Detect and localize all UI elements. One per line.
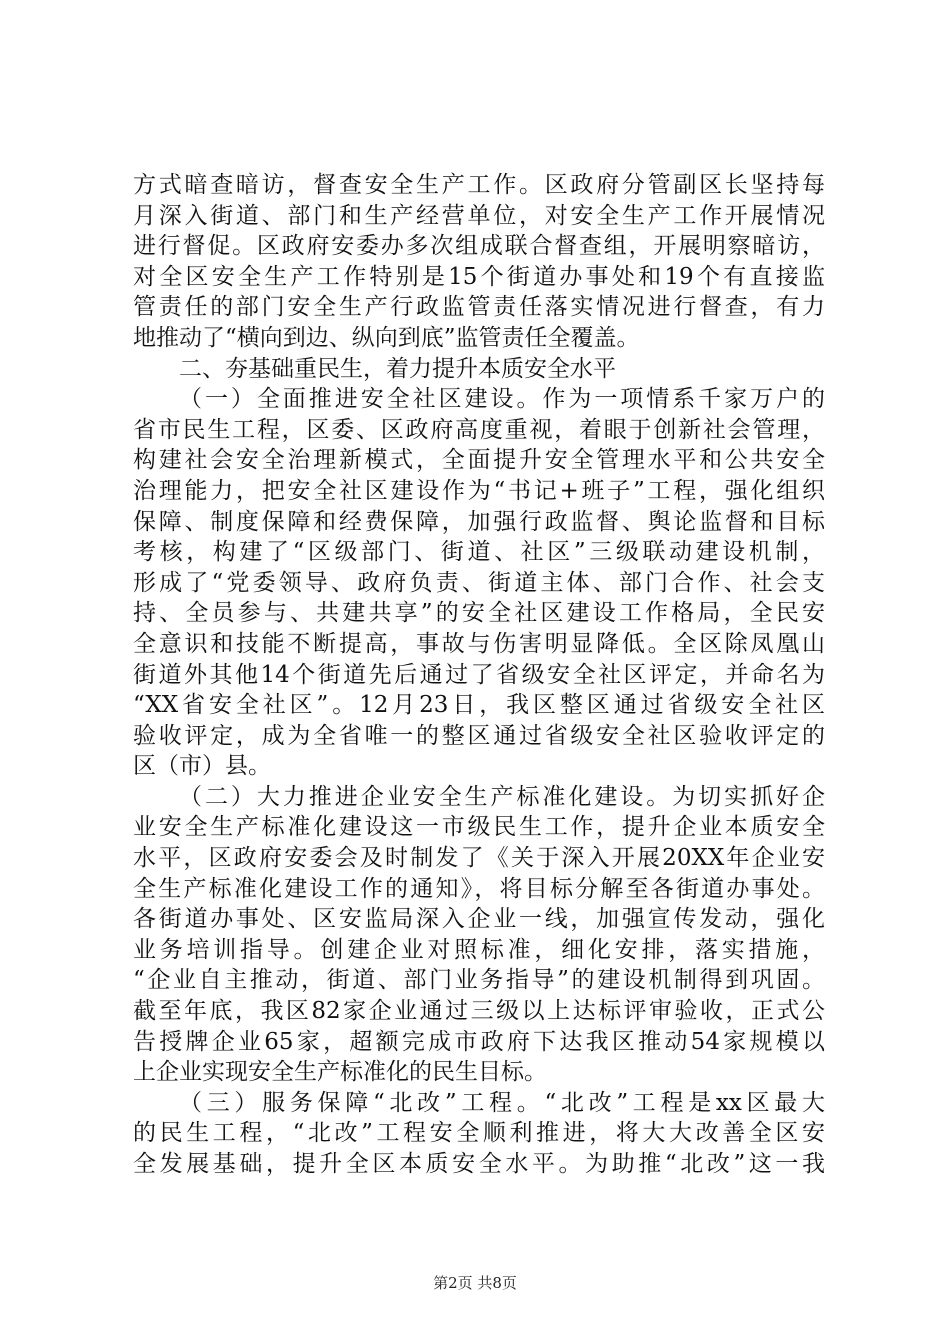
text-line: 考核，构建了“区级部门、街道、社区”三级联动建设机制， xyxy=(133,539,825,566)
text-line: 省市民生工程，区委、区政府高度重视，着眼于创新社会管理， xyxy=(133,416,825,443)
text-line: 管责任的部门安全生产行政监管责任落实情况进行督查，有力 xyxy=(133,294,825,321)
text-line: 区（市）县。 xyxy=(133,753,271,780)
text-line: 月深入街道、部门和生产经营单位，对安全生产工作开展情况 xyxy=(133,202,825,229)
text-line: “XX省安全社区”。12月23日，我区整区通过省级安全社区 xyxy=(133,692,825,719)
text-line: 截至年底，我区82家企业通过三级以上达标评审验收，正式公 xyxy=(133,998,825,1025)
text-line: 对全区安全生产工作特别是15个街道办事处和19个有直接监 xyxy=(133,263,825,290)
text-line: （二）大力推进企业安全生产标准化建设。为切实抓好企 xyxy=(179,783,825,810)
body-text xyxy=(133,170,825,1180)
text-line: 形成了“党委领导、政府负责、街道主体、部门合作、社会支 xyxy=(133,569,825,596)
text-line: 街道外其他14个街道先后通过了省级安全社区评定，并命名为 xyxy=(133,661,825,688)
text-line: 全生产标准化建设工作的通知》，将目标分解至各街道办事处。 xyxy=(133,875,825,902)
text-line: 各街道办事处、区安监局深入企业一线，加强宣传发动，强化 xyxy=(133,906,825,933)
text-line: 地推动了“横向到边、纵向到底”监管责任全覆盖。 xyxy=(133,324,640,351)
text-line: 持、全员参与、共建共享”的安全社区建设工作格局，全民安 xyxy=(133,600,825,627)
text-line: 保障、制度保障和经费保障，加强行政监督、舆论监督和目标 xyxy=(133,508,825,535)
text-line: 水平，区政府安委会及时制发了《关于深入开展20XX年企业安 xyxy=(133,845,825,872)
text-line: 业安全生产标准化建设这一市级民生工作，提升企业本质安全 xyxy=(133,814,825,841)
text-line: “企业自主推动，街道、部门业务指导”的建设机制得到巩固。 xyxy=(133,967,825,994)
text-line: 方式暗查暗访，督查安全生产工作。区政府分管副区长坚持每 xyxy=(133,172,825,198)
text-line: 进行督促。区政府安委办多次组成联合督查组，开展明察暗访， xyxy=(133,233,825,260)
text-line: （三）服务保障“北改”工程。“北改”工程是xx区最大 xyxy=(179,1089,825,1116)
text-line: （一）全面推进安全社区建设。作为一项情系千家万户的 xyxy=(179,386,825,413)
text-line: 治理能力，把安全社区建设作为“书记+班子”工程，强化组织 xyxy=(133,477,825,504)
page-footer: 第2页 共8页 xyxy=(433,1274,517,1292)
text-line: 告授牌企业65家，超额完成市政府下达我区推动54家规模以 xyxy=(133,1028,825,1055)
text-line: 构建社会安全治理新模式，全面提升安全管理水平和公共安全 xyxy=(133,447,825,474)
text-line: 的民生工程，“北改”工程安全顺利推进，将大大改善全区安 xyxy=(133,1120,825,1147)
section-heading: 二、夯基础重民生，着力提升本质安全水平 xyxy=(179,355,616,382)
text-line: 验收评定，成为全省唯一的整区通过省级安全社区验收评定的 xyxy=(133,722,825,749)
text-line: 全意识和技能不断提高，事故与伤害明显降低。全区除凤凰山 xyxy=(133,630,825,657)
text-line: 业务培训指导。创建企业对照标准，细化安排，落实措施， xyxy=(133,936,825,963)
text-line: 全发展基础，提升全区本质安全水平。为助推“北改”这一我 xyxy=(133,1151,825,1177)
text-line: 上企业实现安全生产标准化的民生目标。 xyxy=(133,1059,547,1086)
